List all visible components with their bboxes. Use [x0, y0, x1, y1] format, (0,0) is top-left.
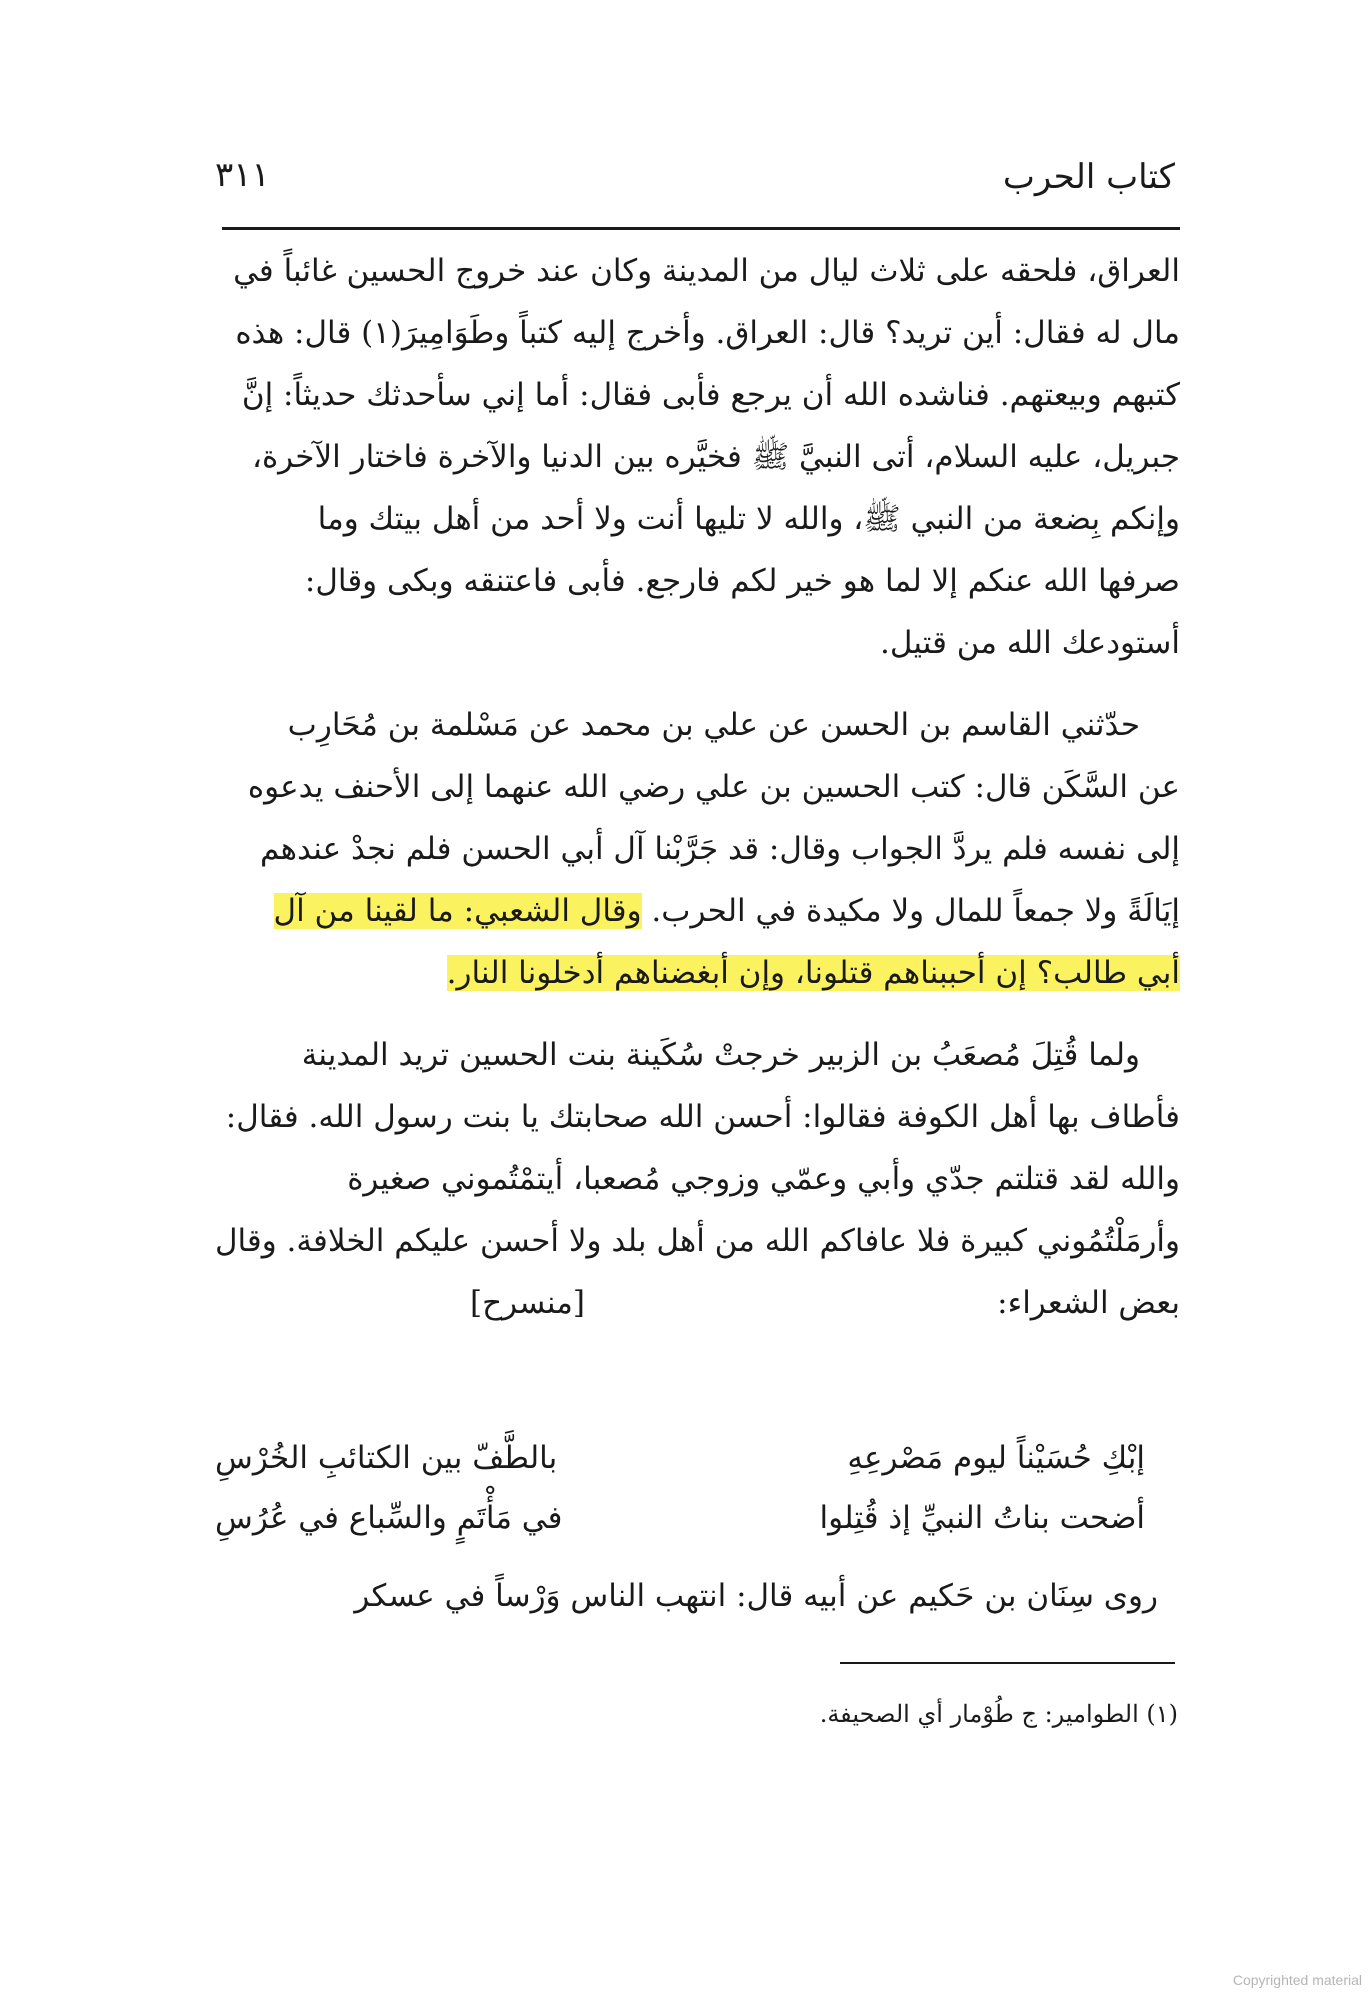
page-header [215, 155, 1175, 215]
text-line: مال له فقال: أين تريد؟ قال: العراق. وأخرج إليه كتباً وطَوَامِيرَ(١) قال: هذه [235, 315, 1180, 351]
verse-hemistich: في مَأْتَمٍ والسِّباع في عُرُسِ [215, 1500, 563, 1536]
verse-hemistich: أضحت بناتُ النبيِّ إذ قُتِلوا [819, 1500, 1145, 1536]
text-line [210, 880, 1180, 942]
text-line: فأطاف بها أهل الكوفة فقالوا: أحسن الله صحابتك يا بنت رسول الله. فقال: [225, 1099, 1180, 1135]
body-text [210, 240, 1180, 1334]
text-segment: بعض الشعراء: [997, 1285, 1180, 1321]
copyright-watermark: Copyrighted material [1232, 1972, 1362, 1988]
text-line: العراق، فلحقه على ثلاث ليال من المدينة وكان عند خروج الحسين غائباً في [233, 253, 1180, 289]
text-line: عن السَّكَن قال: كتب الحسين بن علي رضي الله عنهما إلى الأحنف يدعوه [247, 769, 1180, 805]
text-line [210, 942, 1180, 1004]
text-line: وأرمَلْتُمُوني كبيرة فلا عافاكم الله من أهل بلد ولا أحسن عليكم الخلافة. وقال [214, 1223, 1180, 1259]
text-line: صرفها الله عنكم إلا لما هو خير لكم فارجع. فأبى فاعتنقه وبكى وقال: [304, 563, 1180, 599]
paragraph-2 [210, 694, 1180, 1004]
text-line [210, 1272, 1180, 1334]
paragraph-3 [210, 1024, 1180, 1334]
page-number: ٣١١ [215, 155, 270, 195]
highlighted-text: وقال الشعبي: ما لقينا من آل [273, 893, 642, 929]
paragraph-1 [210, 240, 1180, 674]
verse-line [215, 1500, 1145, 1550]
chapter-title: كتاب الحرب [1002, 157, 1175, 197]
text-line: كتبهم وبيعتهم. فناشده الله أن يرجع فأبى فقال: أما إني سأحدثك حديثاً: إنَّ [241, 377, 1180, 413]
text-line: جبريل، عليه السلام، أتى النبيَّ ﷺ فخيَّره بين الدنيا والآخرة فاختار الآخرة، [251, 439, 1180, 475]
text-line: أستودعك الله من قتيل. [880, 625, 1180, 661]
poetic-meter: [منسرح] [470, 1285, 585, 1321]
text-line: حدّثني القاسم بن الحسن عن علي بن محمد عن مَسْلمة بن مُحَارِب [287, 707, 1140, 743]
verse-hemistich: بالطَّفّ بين الكتائبِ الخُرْسِ [215, 1440, 558, 1476]
text-line: وإنكم بِضعة من النبي ﷺ، والله لا تليها أنت ولا أحد من أهل بيتك وما [317, 501, 1180, 537]
footnote-rule [840, 1662, 1175, 1664]
text-line: والله لقد قتلتم جدّي وأبي وعمّي وزوجي مُصعبا، أيتمْتُموني صغيرة [347, 1161, 1180, 1197]
highlighted-text: أبي طالب؟ إن أحببناهم قتلونا، وإن أبغضناهم أدخلونا النار. [446, 955, 1180, 991]
verse-hemistich: إبْكِ حُسَيْناً ليوم مَصْرعِهِ [847, 1440, 1145, 1476]
text-segment: إيَالَةً ولا جمعاً للمال ولا مكيدة في الحرب. [651, 893, 1180, 929]
header-rule [222, 227, 1180, 230]
footnote: (١) الطوامير: ج طُوْمار أي الصحيفة. [819, 1700, 1178, 1728]
text-line: إلى نفسه فلم يردَّ الجواب وقال: قد جَرَّبْنا آل أبي الحسن فلم نجدْ عندهم [260, 831, 1180, 867]
verse-line [215, 1440, 1145, 1490]
text-line: ولما قُتِلَ مُصعَبُ بن الزبير خرجتْ سُكَينة بنت الحسين تريد المدينة [301, 1037, 1140, 1073]
text-line: روى سِنَان بن حَكيم عن أبيه قال: انتهب الناس وَرْساً في عسكر [354, 1578, 1158, 1614]
closing-line [208, 1578, 1178, 1628]
